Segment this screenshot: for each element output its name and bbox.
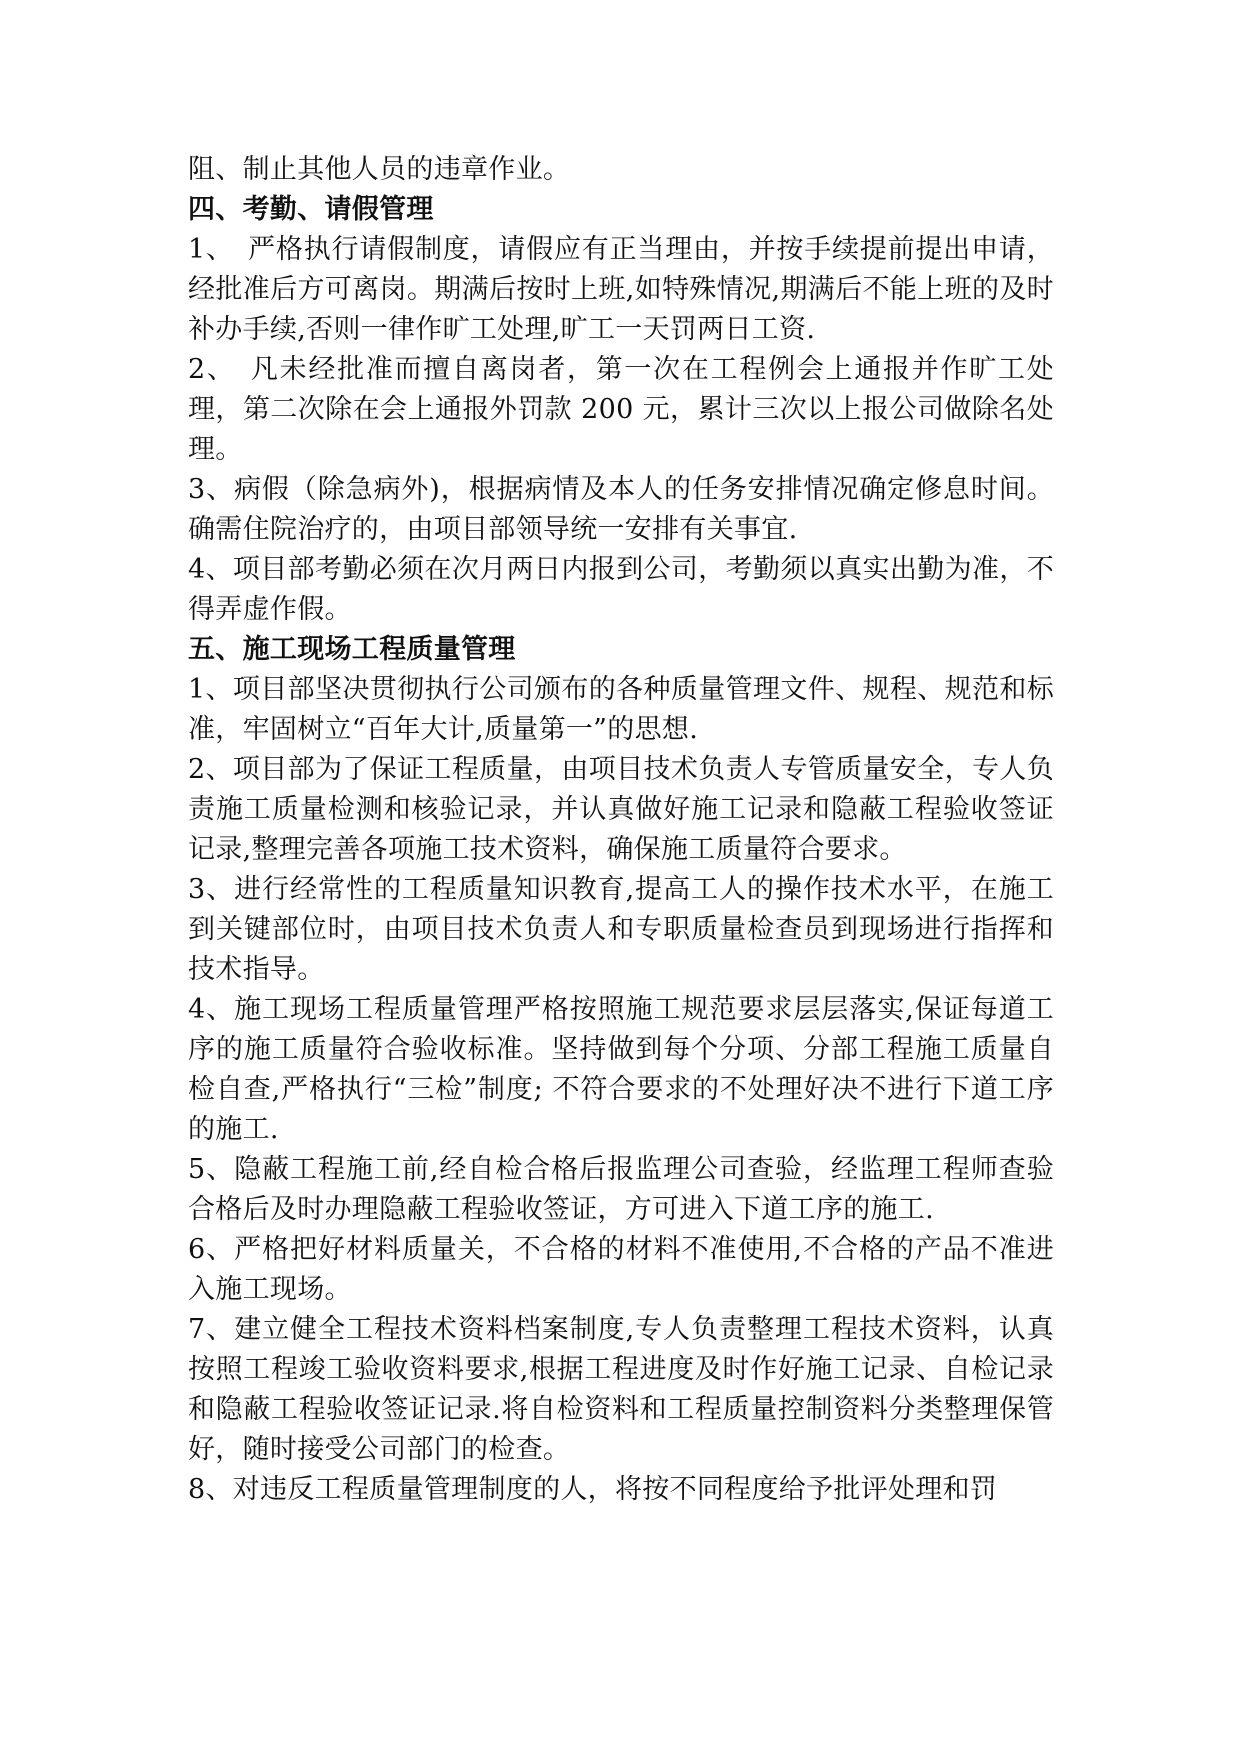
paragraph-concealed-works: 5、隐蔽工程施工前,经自检合格后报监理公司查验，经监理工程师查验合格后及时办理隐蔽工程验收签证，方可进入下道工序的施工. — [188, 1154, 1054, 1225]
paragraph-sick-leave: 3、病假（除急病外)，根据病情及本人的任务安排情况确定修息时间。确需住院治疗的，由项目部领导统一安排有关事宜. — [188, 474, 1054, 545]
paragraph-leave-system: 1、 严格执行请假制度，请假应有正当理由，并按手续提前提出申请，经批准后方可离岗。期满后按时上班,如特殊情况,期满后不能上班的及时补办手续,否则一律作旷工处理,旷工一天罚两日工资. — [188, 234, 1054, 345]
paragraph-quality-assurance: 2、项目部为了保证工程质量，由项目技术负责人专管质量安全，专人负责施工质量检测和核验记录，并认真做好施工记录和隐蔽工程验收签证记录,整理完善各项施工技术资料，确保施工质量符合要求。 — [188, 754, 1054, 865]
paragraph-technical-records: 7、建立健全工程技术资料档案制度,专人负责整理工程技术资料，认真按照工程竣工验收资料要求,根据工程进度及时作好施工记录、自检记录和隐蔽工程验收签证记录.将自检资料和工程质量控制资料分类整理保管好，随时接受公司部门的检查。 — [188, 1314, 1054, 1465]
paragraph-quality-inspection: 4、施工现场工程质量管理严格按照施工规范要求层层落实,保证每道工序的施工质量符合验收标准。坚持做到每个分项、分部工程施工质量自检自查,严格执行“三检”制度; 不符合要求的不处理好决不进行下道工序的施工. — [188, 994, 1054, 1145]
paragraph-quality-education: 3、进行经常性的工程质量知识教育,提高工人的操作技术水平，在施工到关键部位时，由项目技术负责人和专职质量检查员到现场进行指挥和技术指导。 — [188, 874, 1054, 985]
paragraph-attendance-report: 4、项目部考勤必须在次月两日内报到公司，考勤须以真实出勤为准，不得弄虚作假。 — [188, 554, 1054, 625]
paragraph-material-quality: 6、严格把好材料质量关，不合格的材料不准使用,不合格的产品不准进入施工现场。 — [188, 1234, 1054, 1305]
paragraph-violations: 8、对违反工程质量管理制度的人，将按不同程度给予批评处理和罚 — [188, 1474, 998, 1505]
section-heading-quality-management: 五、施工现场工程质量管理 — [188, 634, 516, 665]
section-heading-attendance-leave: 四、考勤、请假管理 — [188, 194, 434, 225]
paragraph-unauthorized-absence: 2、 凡未经批准而擅自离岗者，第一次在工程例会上通报并作旷工处理，第二次除在会上通报外罚款 200 元，累计三次以上报公司做除名处理。 — [188, 354, 1054, 465]
paragraph-quality-documents: 1、项目部坚决贯彻执行公司颁布的各种质量管理文件、规程、规范和标准，牢固树立“百年大计,质量第一”的思想. — [188, 674, 1054, 745]
document-body — [188, 150, 1054, 1510]
paragraph-continuation: 阻、制止其他人员的违章作业。 — [188, 154, 571, 185]
